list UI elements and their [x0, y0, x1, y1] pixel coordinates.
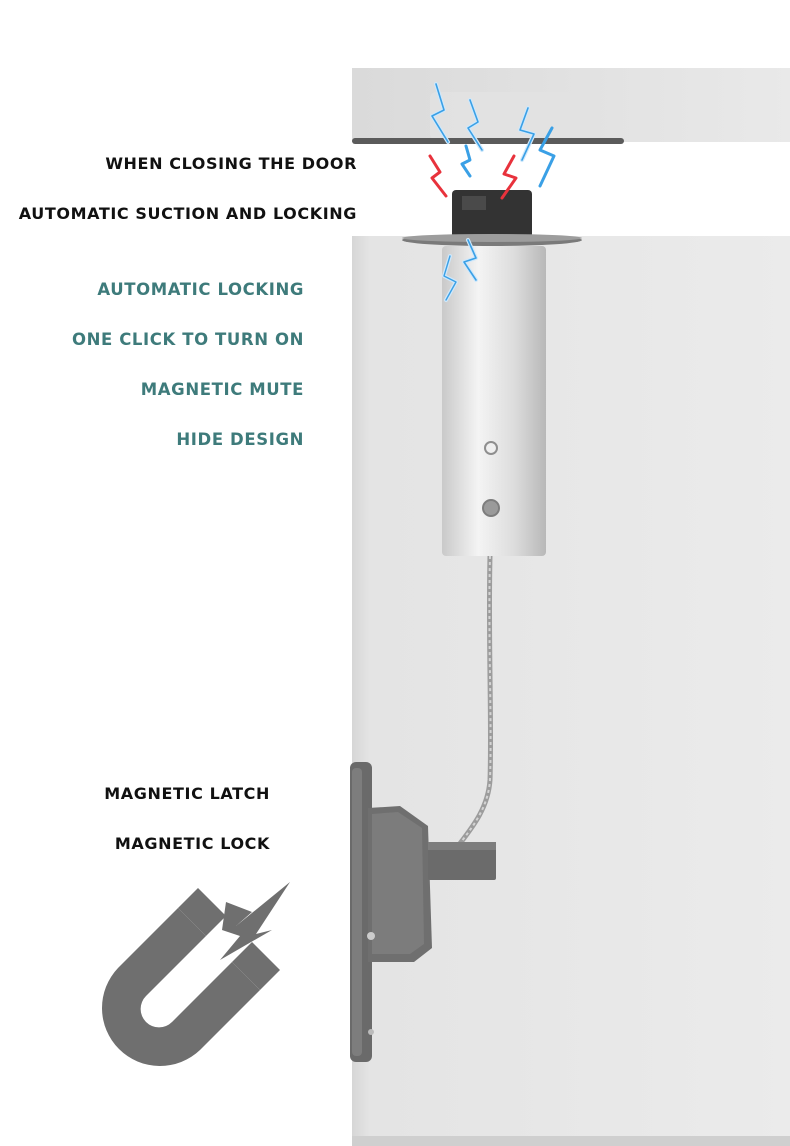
receiver-plate	[352, 138, 624, 144]
caption-automatic-suction: AUTOMATIC SUCTION AND LOCKING	[18, 204, 357, 223]
caption-magnetic-lock: MAGNETIC LOCK	[114, 834, 270, 853]
feature-automatic-locking: AUTOMATIC LOCKING	[97, 280, 304, 299]
feature-magnetic-mute: MAGNETIC MUTE	[140, 380, 304, 399]
cabinet-gap	[352, 142, 790, 238]
cylinder-hole-large	[483, 500, 499, 516]
caption-magnetic-latch: MAGNETIC LATCH	[104, 784, 270, 803]
caption-when-closing: WHEN CLOSING THE DOOR	[105, 154, 357, 173]
floor-strip	[352, 1136, 790, 1146]
cabinet-side-panel	[352, 236, 790, 1146]
feature-hide-design: HIDE DESIGN	[176, 430, 304, 449]
cylinder-hole-small	[485, 442, 497, 454]
feature-one-click: ONE CLICK TO TURN ON	[71, 330, 304, 349]
